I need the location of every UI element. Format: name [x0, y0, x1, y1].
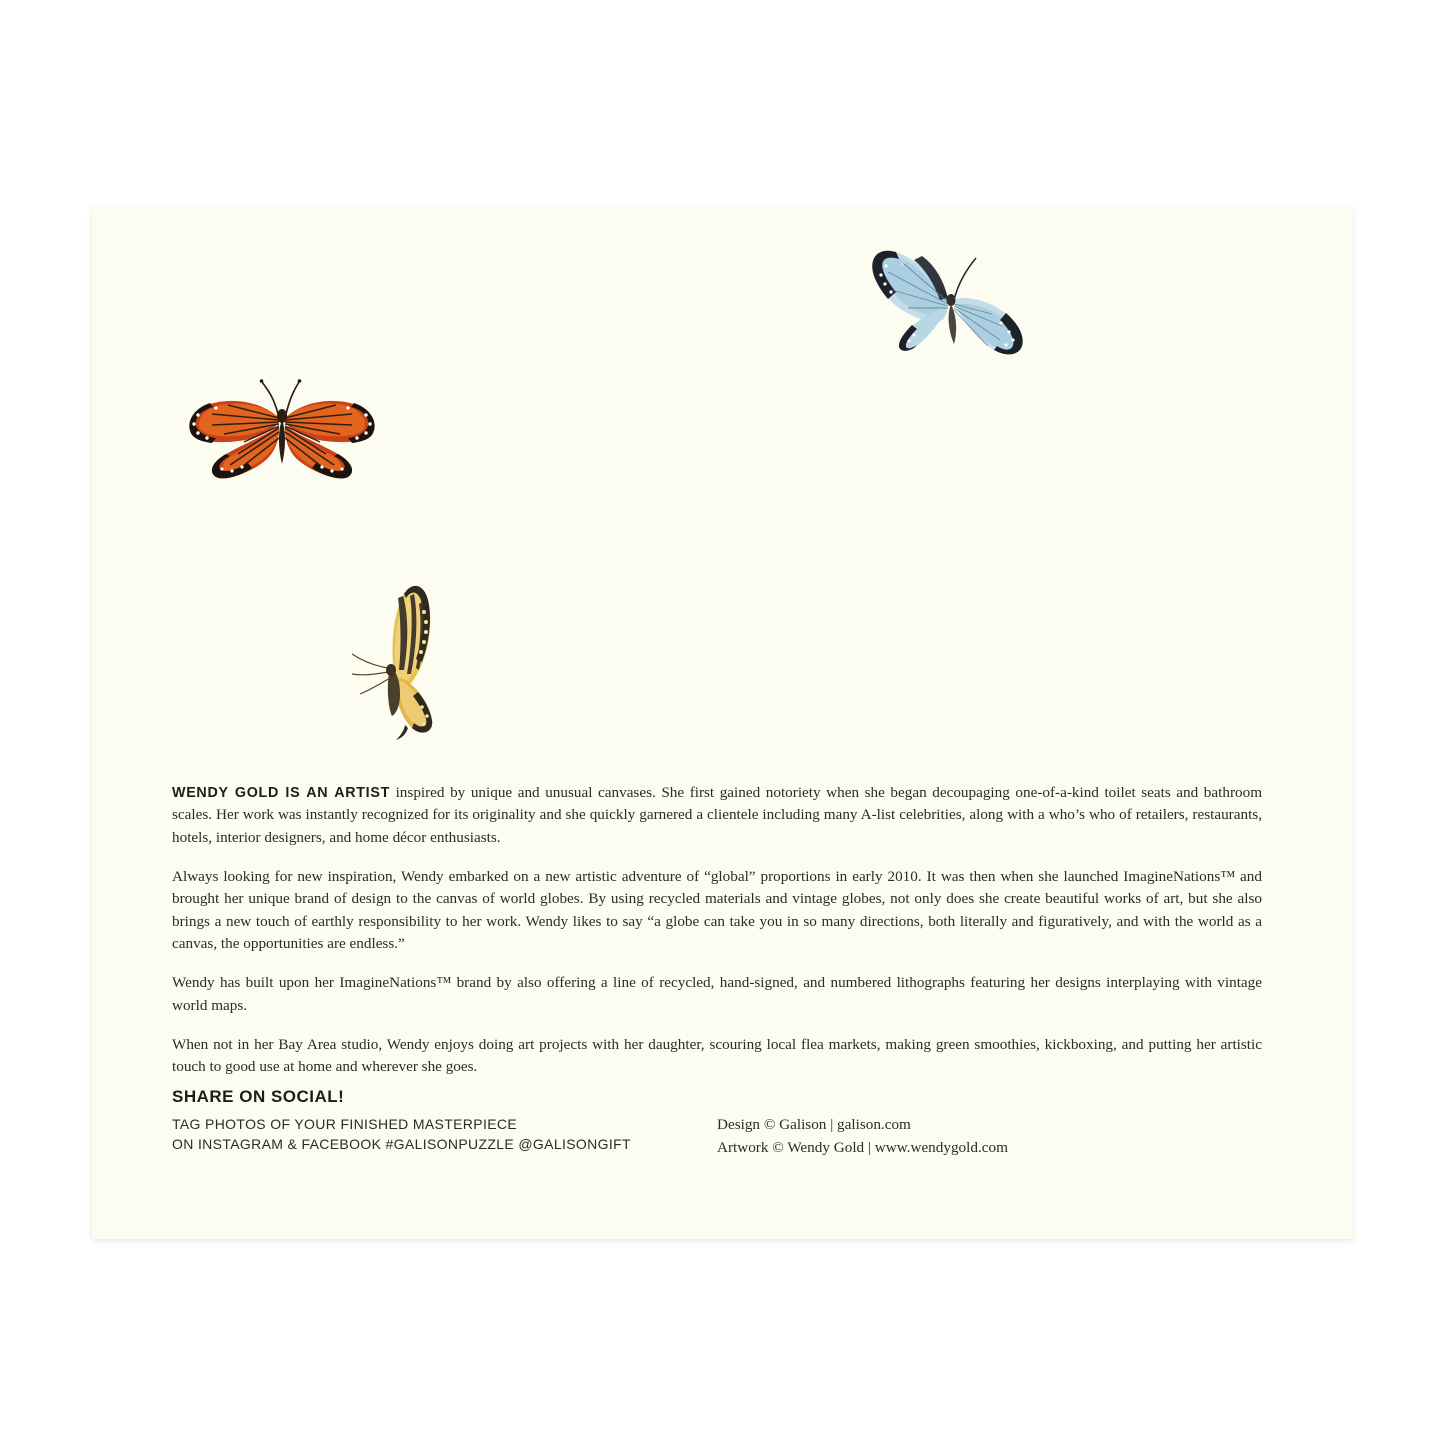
puzzle-insert-page [92, 207, 1353, 1239]
swallowtail-butterfly-illustration [342, 582, 472, 742]
share-on-social-block [172, 1087, 717, 1155]
bio-paragraph-1-rest: inspired by unique and unusual canvases. She first gained notoriety when she began decoupaging one-of-a-kind toilet seats and bathroom scales. Her work was instantly recognized for its originality and she quickly garnered a clientele including many A-list celebrities, along with a who’s who of retailers, restaurants, hotels, interior designers, and home décor enthusiasts. [172, 784, 1263, 846]
bio-paragraph-3: Wendy has built upon her ImagineNations™ brand by also offering a line of recycled, hand-signed, and numbered lithographs featuring her designs interplaying with vintage world maps. [172, 974, 1262, 1014]
social-instruction-line-2: ON INSTAGRAM & FACEBOOK #GALISONPUZZLE @GALISONGIFT [172, 1135, 631, 1152]
share-on-social-heading: SHARE ON SOCIAL! [172, 1087, 345, 1106]
blue-butterfly-illustration [862, 242, 1042, 387]
artwork-credit: Artwork © Wendy Gold | www.wendygold.com [717, 1138, 1008, 1156]
bio-paragraph-4: When not in her Bay Area studio, Wendy enjoys doing art projects with her daughter, scouring local flea markets, making green smoothies, kickboxing, and putting her artistic touch to good use at home and wherever she goes. [172, 1036, 1262, 1076]
bio-paragraph-1 [172, 782, 1262, 849]
bio-paragraph-2: Always looking for new inspiration, Wendy embarked on a new artistic adventure of “global” proportions in early 2010. It was then when she launched ImagineNations™ and brought her unique brand of design to the canvas of world globes. By using recycled materials and vintage globes, not only does she create beautiful works of art, but she also brings a new touch of earthly responsibility to her work. Wendy likes to say “a globe can take you in so many directions, both literally and figuratively, and with the world as a canvas, the opportunities are endless.” [172, 868, 1262, 953]
monarch-butterfly-illustration [182, 372, 382, 497]
social-instruction-line-1: TAG PHOTOS OF YOUR FINISHED MASTERPIECE [172, 1116, 518, 1132]
bio-lead-in: WENDY GOLD IS AN ARTIST [172, 785, 391, 801]
artist-bio-text [172, 782, 1262, 1079]
footer [172, 1087, 1262, 1160]
design-credit: Design © Galison | galison.com [717, 1116, 911, 1133]
credits-block [717, 1087, 1008, 1160]
